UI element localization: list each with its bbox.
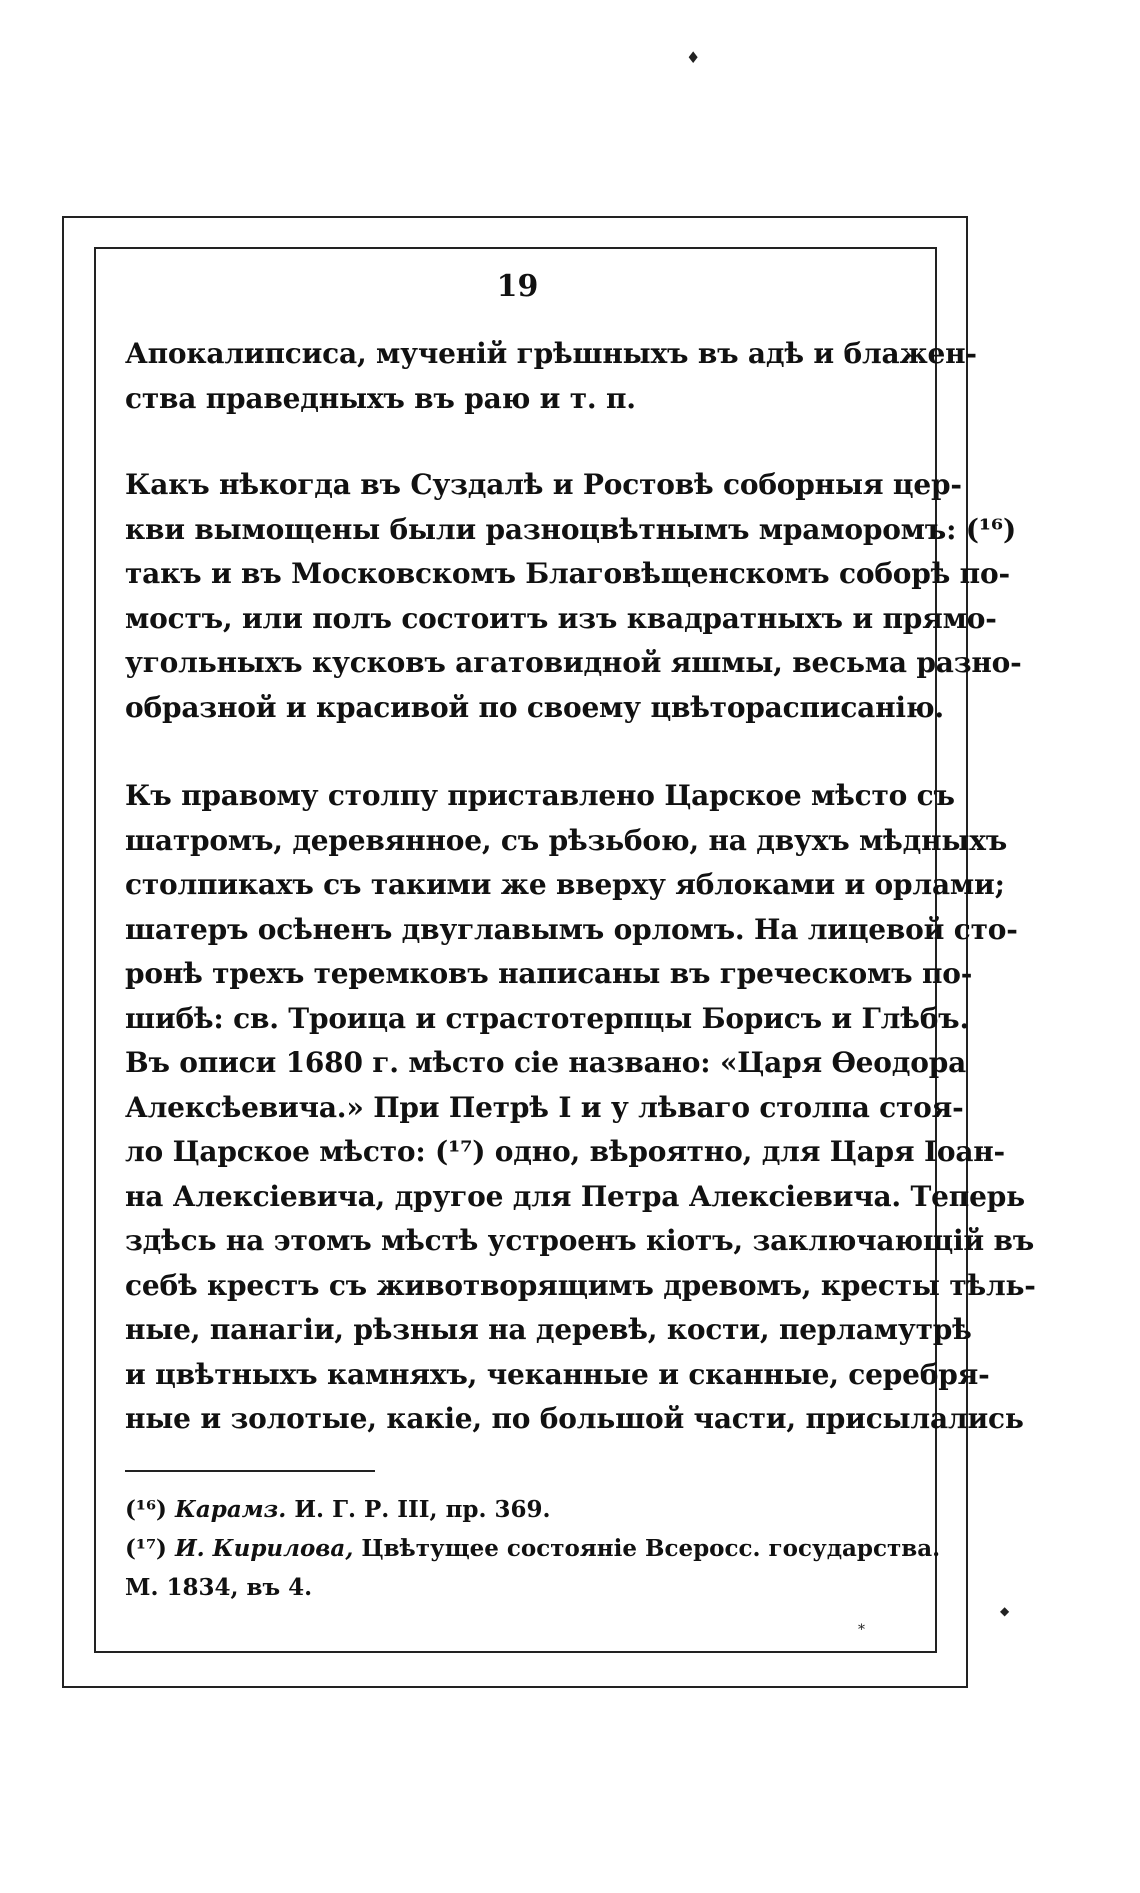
paragraph-3 — [125, 774, 1036, 1442]
text-line: и цвѣтныхъ камняхъ, чеканные и сканные, серебря- — [125, 1357, 990, 1391]
footnote-author: Карамз. — [174, 1495, 287, 1523]
footnote-citation: Цвѣтущее состояніе Всеросс. государства. — [361, 1534, 941, 1562]
footnote-author: И. Кирилова, — [174, 1534, 354, 1562]
text-line: мостъ, или полъ состоитъ изъ квадратныхъ и прямо- — [125, 601, 997, 635]
ink-speck: * — [858, 1622, 865, 1638]
footnote-divider — [125, 1470, 375, 1472]
text-line: ства праведныхъ въ раю и т. п. — [125, 381, 636, 415]
footnote-citation: И. Г. Р. III, пр. 369. — [294, 1495, 551, 1523]
text-line: на Алексіевича, другое для Петра Алексіевича. Теперь — [125, 1179, 1025, 1213]
text-line: ло Царское мѣсто: (¹⁷) одно, вѣроятно, для Царя Іоан- — [125, 1135, 1005, 1168]
text-line: столпикахъ съ такими же вверху яблоками и орлами; — [125, 868, 1005, 901]
text-line: ронѣ трехъ теремковъ написаны въ греческомъ по- — [125, 957, 973, 990]
text-line: Къ правому столпу приставлено Царское мѣсто съ — [125, 779, 955, 812]
ink-speck: ♦ — [686, 48, 701, 67]
text-line: Алексѣевича.» При Петрѣ I и у лѣваго столпа стоя- — [125, 1090, 964, 1124]
footnote-16 — [125, 1490, 910, 1529]
text-line: себѣ крестъ съ животворящимъ древомъ, кресты тѣль- — [125, 1268, 1036, 1302]
text-line: ные и золотые, какіе, по большой части, присылались — [125, 1402, 1024, 1435]
text-line: шатеръ осѣненъ двуглавымъ орломъ. На лицевой сто- — [125, 912, 1018, 946]
page-text — [125, 269, 1036, 1607]
text-line: шатромъ, деревянное, съ рѣзьбою, на двухъ мѣдныхъ — [125, 823, 1008, 857]
text-line: образной и красивой по своему цвѣторасписанію. — [125, 690, 944, 724]
footnote-number: (¹⁶) — [125, 1495, 167, 1523]
text-line: угольныхъ кусковъ агатовидной яшмы, весьма разно- — [125, 646, 1022, 679]
paragraph-1 — [125, 332, 977, 421]
text-line: Въ описи 1680 г. мѣсто сіе названо: «Царя Ѳеодора — [125, 1046, 967, 1079]
footnotes — [125, 1490, 941, 1607]
text-line: Апокалипсиса, мученій грѣшныхъ въ адѣ и блажен- — [125, 337, 977, 370]
page-number: 19 — [496, 269, 539, 304]
footnote-number: (¹⁷) — [125, 1534, 167, 1562]
text-line: кви вымощены были разноцвѣтнымъ мраморомъ: (¹⁶) — [125, 512, 1016, 546]
ink-speck: ◆ — [1000, 1604, 1010, 1618]
paragraph-2 — [125, 463, 1022, 730]
text-line: шибѣ: св. Троица и страстотерпцы Борисъ и Глѣбъ. — [125, 1001, 969, 1035]
text-line: ные, панагіи, рѣзныя на деревѣ, кости, перламутрѣ — [125, 1313, 972, 1346]
footnote-17 — [125, 1529, 941, 1568]
footnote-continuation: М. 1834, въ 4. — [125, 1573, 313, 1601]
text-line: такъ и въ Московскомъ Благовѣщенскомъ соборѣ по- — [125, 557, 1010, 590]
text-line: Какъ нѣкогда въ Суздалѣ и Ростовѣ соборныя цер- — [125, 468, 962, 501]
text-line: здѣсь на этомъ мѣстѣ устроенъ кіотъ, заключающій въ — [125, 1224, 1035, 1257]
